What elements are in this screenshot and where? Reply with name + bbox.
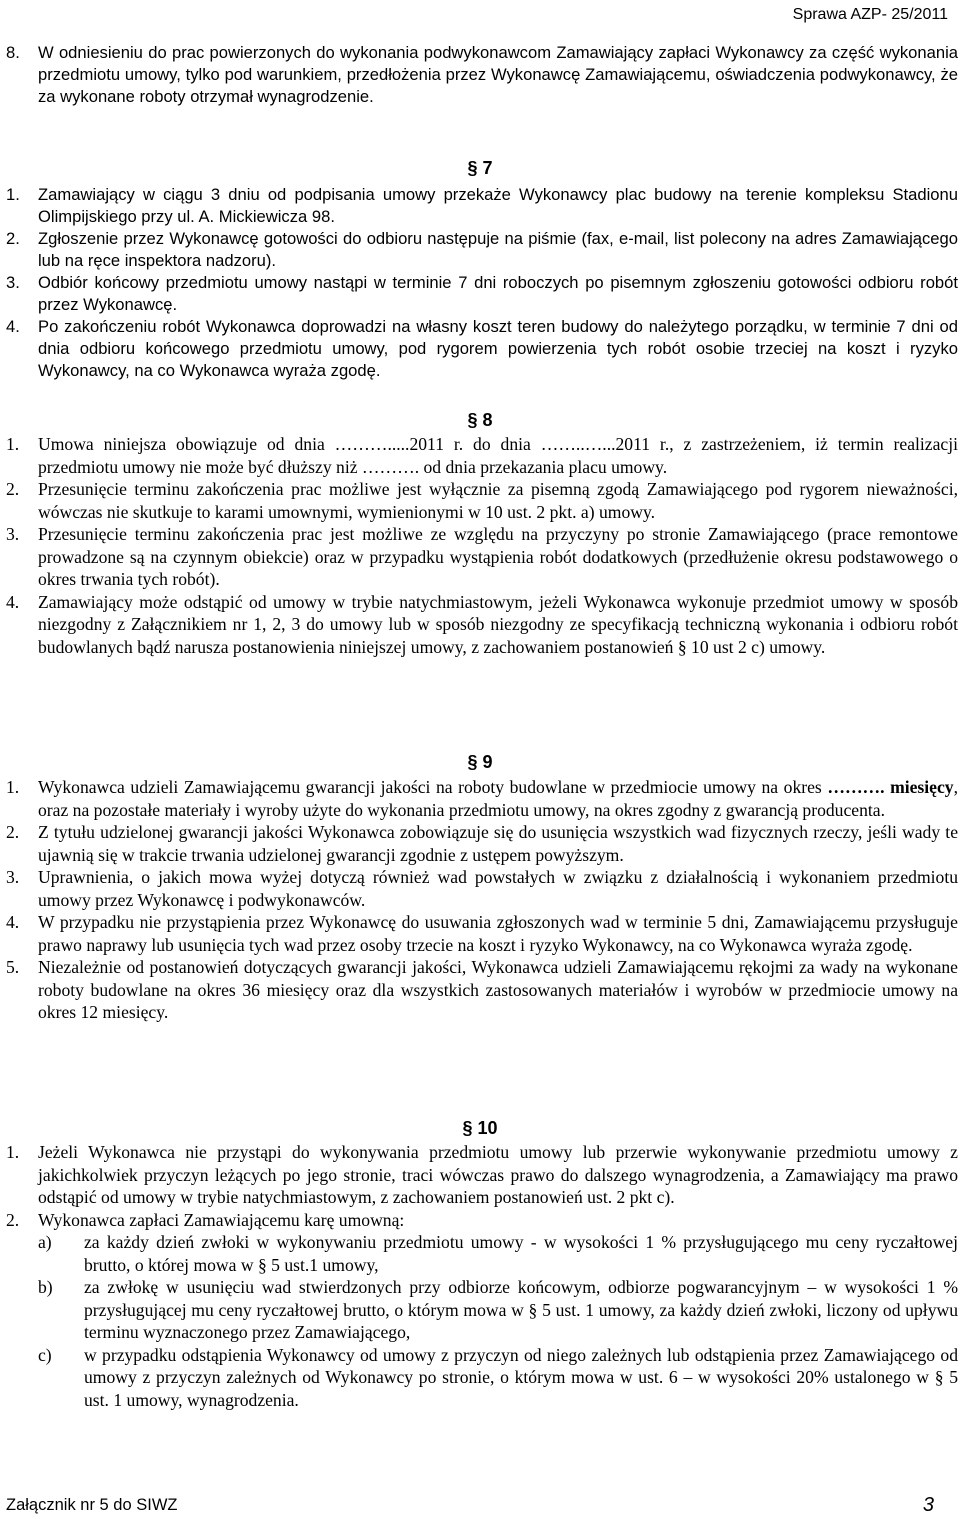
sub-list-item bbox=[6, 1344, 958, 1412]
page-number: 3 bbox=[922, 1494, 934, 1516]
item-number: 1. bbox=[6, 185, 20, 204]
list-item bbox=[6, 316, 958, 382]
section-10-title: § 10 bbox=[462, 1118, 498, 1138]
item-text: Przesunięcie terminu zakończenia prac możliwe jest wyłącznie za pisemną zgodą Zamawiającego pod rygorem nieważności, wówczas nie skutkuje to karami umownymi, wymienionymi w 10 ust. 2 pkt. a) umowy. bbox=[38, 479, 958, 522]
item-text: Umowa niniejsza obowiązuje od dnia ……….....2011 r. do dnia ……..…...2011 r., z zastrzeżeniem, iż termin realizacji przedmiotu umowy nie może być dłuższy niż ………. od dnia przekazania placu umowy. bbox=[38, 434, 958, 477]
item-number: 3. bbox=[6, 524, 20, 544]
sub-list-item bbox=[6, 1276, 958, 1344]
sub-item-text: za zwłokę w usunięciu wad stwierdzonych przy odbiorze końcowym, odbiorze pogwarancyjnym – w wysokości 1 % przysługującej mu ceny ryczałtowej brutto, o którym mowa w § 5 ust. 1 umowy, za każdy dzień zwłoki, liczony od upływu terminu wyznaczonego przez Zamawiającego, bbox=[84, 1277, 958, 1342]
intro-item bbox=[6, 42, 958, 108]
list-item bbox=[6, 523, 958, 591]
list-item bbox=[6, 228, 958, 272]
item-number: 4. bbox=[6, 591, 20, 612]
item-text: Uprawnienia, o jakich mowa wyżej dotyczą również wad powstałych w związku z działalnością i wykonaniem przedmiotu umowy przez Wykonawcę i podwykonawców. bbox=[38, 867, 958, 910]
item-number: 5. bbox=[6, 957, 20, 977]
list-item bbox=[6, 821, 958, 866]
section-9-list bbox=[6, 776, 958, 1024]
item-text: Zamawiający może odstąpić od umowy w trybie natychmiastowym, jeżeli Wykonawca wykonuje przedmiot umowy w sposób niezgodny z Załącznikiem nr 1, 2, 3 do umowy lub w sposób niezgodny ze specyfikacją techniczną wykonania i odbioru robót budowlanych bądź narusza postanowienia niniejszej umowy, z zachowaniem postanowień § 10 ust 2 c) umowy. bbox=[38, 591, 958, 657]
item-number: 1. bbox=[6, 434, 20, 454]
list-item bbox=[6, 1209, 958, 1232]
section-7-title: § 7 bbox=[467, 158, 493, 178]
list-item bbox=[6, 911, 958, 956]
item-number: 8. bbox=[6, 43, 20, 62]
item-text: Zgłoszenie przez Wykonawcę gotowości do odbioru następuje na piśmie (fax, e-mail, list polecony na adres Zamawiającego lub na ręce inspektora nadzoru). bbox=[38, 229, 958, 270]
sub-item-text: w przypadku odstąpienia Wykonawcy od umowy z przyczyn od niego zależnych lub odstąpienia przez Zamawiającego od umowy z przyczyn zależnych od Wykonawcy po stronie, o którym mowa w ust. 6 – w wysokości 20% ustalonego w § 5 ust. 1 umowy, wynagrodzenia. bbox=[84, 1344, 958, 1410]
item-text: W odniesieniu do prac powierzonych do wykonania podwykonawcom Zamawiający zapłaci Wykonawcy za część wykonania przedmiotu umowy, tylko pod warunkiem, przedłożenia przez Wykonawcę Zamawiającemu, oświadczenia podwykonawcy, że za wykonane roboty otrzymał wynagrodzenie. bbox=[38, 43, 958, 106]
item-text-a: Wykonawca udzieli Zamawiającemu gwarancji jakości na roboty budowlane w przedmiocie umowy na okres bbox=[38, 777, 828, 797]
warranty-period: ………. miesięcy bbox=[827, 777, 954, 797]
item-number: 3. bbox=[6, 273, 20, 292]
item-text: Wykonawca zapłaci Zamawiającemu karę umowną: bbox=[38, 1209, 405, 1230]
item-text: Zamawiający w ciągu 3 dniu od podpisania umowy przekaże Wykonawcy plac budowy na terenie kompleksu Stadionu Olimpijskiego przy ul. A. Mickiewicza 98. bbox=[38, 185, 958, 226]
item-text: Odbiór końcowy przedmiotu umowy nastąpi w terminie 7 dni roboczych po pisemnym zgłoszeniu gotowości odbioru robót przez Wykonawcę. bbox=[38, 273, 958, 314]
item-number: 2. bbox=[6, 479, 20, 499]
item-text: Jeżeli Wykonawca nie przystąpi do wykonywania przedmiotu umowy lub przerwie wykonywanie przedmiotu umowy z jakichkolwiek przyczyn leżących po jego stronie, traci wówczas prawo do dalszego wynagrodzenia, a Zamawiający ma prawo odstąpić od umowy w trybie natychmiastowym, z zachowaniem postanowień ust. 2 pkt c). bbox=[38, 1142, 958, 1207]
footer-attachment-label: Załącznik nr 5 do SIWZ bbox=[6, 1496, 178, 1514]
item-number: 2. bbox=[6, 1209, 20, 1230]
sub-item-letter: a) bbox=[38, 1232, 52, 1252]
list-item bbox=[6, 478, 958, 523]
item-text: Niezależnie od postanowień dotyczących gwarancji jakości, Wykonawca udzieli Zamawiającemu rękojmi za wady na wykonane roboty budowlane na okres 36 miesięcy oraz dla wszystkich zastosowanych materiałów i wyrobów w przedmiocie umowy na okres 12 miesięcy. bbox=[38, 957, 958, 1022]
item-number: 1. bbox=[6, 1142, 20, 1162]
item-number: 4. bbox=[6, 317, 20, 336]
section-10-list bbox=[6, 1141, 958, 1411]
intro-block bbox=[6, 42, 958, 108]
sub-list-item bbox=[6, 1231, 958, 1276]
sub-item-letter: c) bbox=[38, 1344, 52, 1365]
list-item bbox=[6, 776, 958, 821]
item-number: 3. bbox=[6, 867, 20, 887]
section-8-list bbox=[6, 433, 958, 658]
item-number: 1. bbox=[6, 777, 20, 797]
list-item bbox=[6, 272, 958, 316]
item-text: Przesunięcie terminu zakończenia prac jest możliwe ze względu na przyczyny po stronie Zamawiającego (prace remontowe prowadzone są na czynnym obiekcie) oraz w przypadku wystąpienia robót dodatkowych (przedłużenie okresu podstawowego o okres trwania tych robót). bbox=[38, 524, 958, 589]
item-text: Z tytułu udzielonej gwarancji jakości Wykonawca zobowiązuje się do usunięcia wszystkich wad fizycznych rzeczy, jeśli wady te ujawnią się w trakcie trwania udzielonej gwarancji zgodnie z ustępem powyższym. bbox=[38, 822, 958, 865]
item-text: W przypadku nie przystąpienia przez Wykonawcę do usuwania zgłoszonych wad w terminie 5 dni, Zamawiającemu przysługuje prawo naprawy lub usunięcia tych wad przez osoby trzecie na koszt i ryzyko Wykonawcy, na co Wykonawca wyraża zgodę. bbox=[38, 912, 958, 955]
item-number: 2. bbox=[6, 229, 20, 248]
list-item bbox=[6, 433, 958, 478]
list-item bbox=[6, 591, 958, 659]
list-item bbox=[6, 956, 958, 1024]
case-number: Sprawa AZP- 25/2011 bbox=[792, 6, 948, 23]
section-8-title: § 8 bbox=[467, 410, 493, 430]
sub-item-text: za każdy dzień zwłoki w wykonywaniu przedmiotu umowy - w wysokości 1 % przysługującego mu ceny ryczałtowej brutto, o której mowa w § 5 ust.1 umowy, bbox=[84, 1232, 958, 1275]
item-number: 2. bbox=[6, 822, 20, 842]
sub-item-letter: b) bbox=[38, 1277, 53, 1297]
list-item bbox=[6, 866, 958, 911]
item-text: Po zakończeniu robót Wykonawca doprowadzi na własny koszt teren budowy do należytego porządku, w terminie 7 dni od dnia odbioru końcowego przedmiotu umowy, pod rygorem powierzenia tych robót osobie trzeciej na koszt i ryzyko Wykonawcy, na co Wykonawca wyraża zgodę. bbox=[38, 317, 958, 380]
section-9-title: § 9 bbox=[467, 752, 493, 772]
section-7-list bbox=[6, 184, 958, 382]
item-text-b: , oraz na pozostałe materiały i wyroby użyte do wykonania przedmiotu umowy, na okres zgodny z gwarancją producenta. bbox=[38, 777, 958, 820]
list-item bbox=[6, 184, 958, 228]
item-number: 4. bbox=[6, 912, 20, 932]
list-item bbox=[6, 1141, 958, 1209]
